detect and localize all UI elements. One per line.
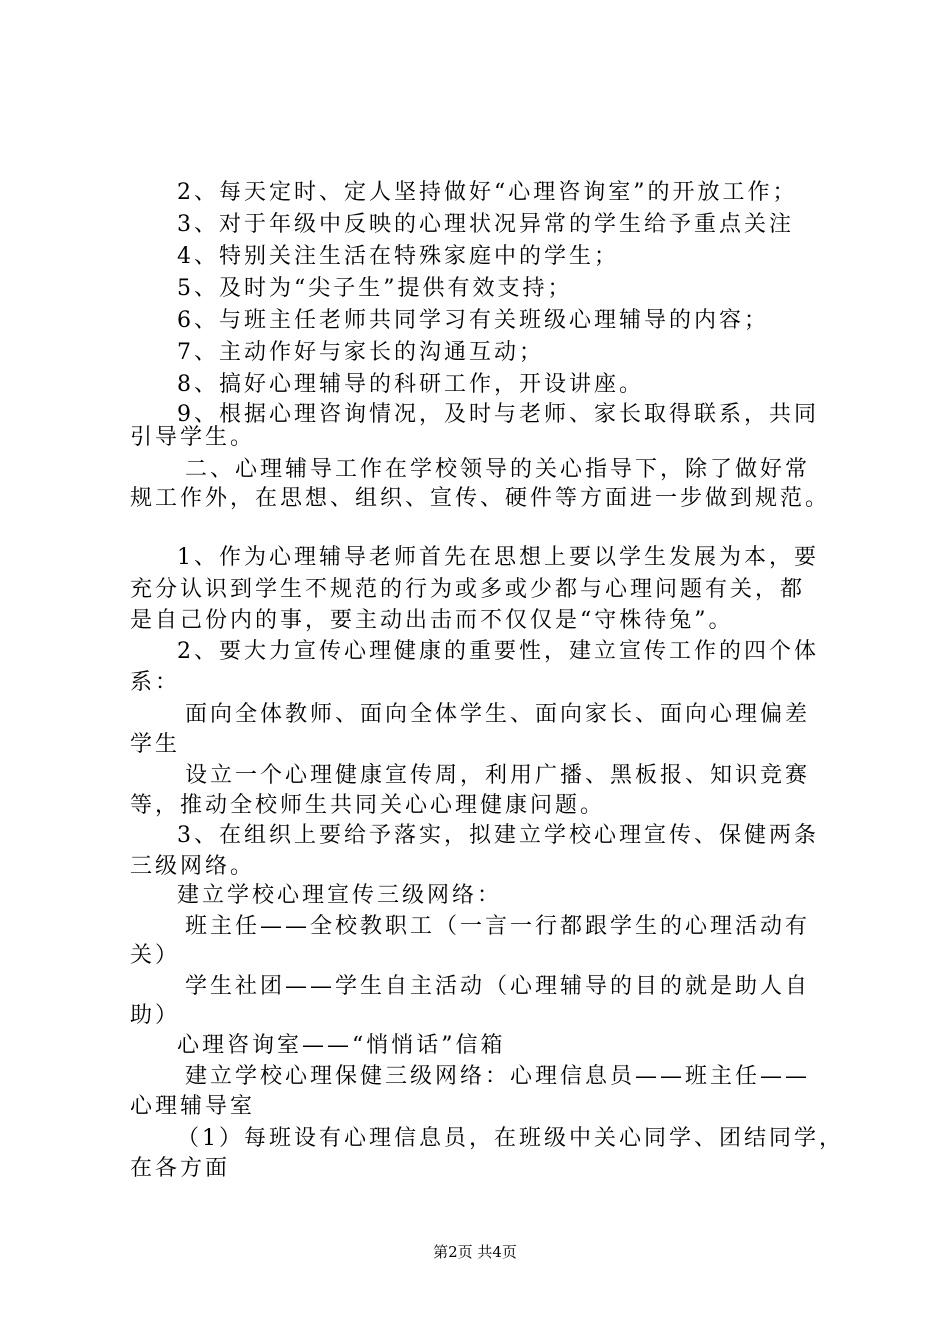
- text-line: 是自己份内的事，要主动出击而不仅仅是“守株待兔”。: [130, 608, 734, 633]
- text-line: 引导学生。: [130, 425, 256, 450]
- text-line: 心理辅导室: [130, 1094, 256, 1119]
- text-line: 8、搞好心理辅导的科研工作，开设讲座。: [177, 372, 644, 397]
- text-line: 面向全体教师、面向全体学生、面向家长、面向心理偏差: [185, 702, 811, 727]
- text-line: 建立学校心理保健三级网络：心理信息员——班主任——: [185, 1064, 811, 1089]
- text-line: 4、特别关注生活在特殊家庭中的学生；: [177, 244, 619, 269]
- text-line: 关）: [130, 943, 181, 968]
- text-line: 建立学校心理宣传三级网络：: [177, 883, 503, 908]
- text-line: 系：: [130, 670, 181, 695]
- text-line: 等，推动全校师生共同关心心理健康问题。: [130, 793, 606, 818]
- text-line: 心理咨询室——“悄悄话”信箱: [177, 1033, 506, 1058]
- text-line: 规工作外，在思想、组织、宣传、硬件等方面进一步做到规范。: [130, 486, 831, 511]
- text-line: 5、及时为“尖子生”提供有效支持；: [177, 276, 573, 301]
- text-line: 二、心理辅导工作在学校领导的关心指导下，除了做好常: [185, 457, 811, 482]
- text-line: （1）每班设有心理信息员，在班级中关心同学、团结同学，: [177, 1126, 844, 1151]
- text-line: 学生: [130, 732, 181, 757]
- text-line: 7、主动作好与家长的沟通互动；: [177, 340, 544, 365]
- text-line: 设立一个心理健康宣传周，利用广播、黑板报、知识竞赛: [185, 763, 811, 788]
- text-line: 9、根据心理咨询情况，及时与老师、家长取得联系，共同: [177, 402, 819, 427]
- text-line: 6、与班主任老师共同学习有关班级心理辅导的内容；: [177, 308, 769, 333]
- text-line: 充分认识到学生不规范的行为或多或少都与心理问题有关，都: [130, 577, 806, 602]
- text-line: 在各方面: [130, 1156, 231, 1181]
- text-line: 2、要大力宣传心理健康的重要性，建立宣传工作的四个体: [177, 639, 819, 664]
- text-line: 班主任——全校教职工（一言一行都跟学生的心理活动有: [185, 914, 811, 939]
- page-number-footer: 第2页 共4页: [433, 1243, 517, 1261]
- text-line: 学生社团——学生自主活动（心理辅导的目的就是助人自: [185, 974, 811, 999]
- text-line: 2、每天定时、定人坚持做好“心理咨询室”的开放工作；: [177, 180, 798, 205]
- text-line: 3、在组织上要给予落实，拟建立学校心理宣传、保健两条: [177, 823, 819, 848]
- text-line: 3、对于年级中反映的心理状况异常的学生给予重点关注: [177, 212, 794, 237]
- text-line: 三级网络。: [130, 854, 256, 879]
- text-line: 助）: [130, 1003, 181, 1028]
- text-line: 1、作为心理辅导老师首先在思想上要以学生发展为本，要: [177, 545, 819, 570]
